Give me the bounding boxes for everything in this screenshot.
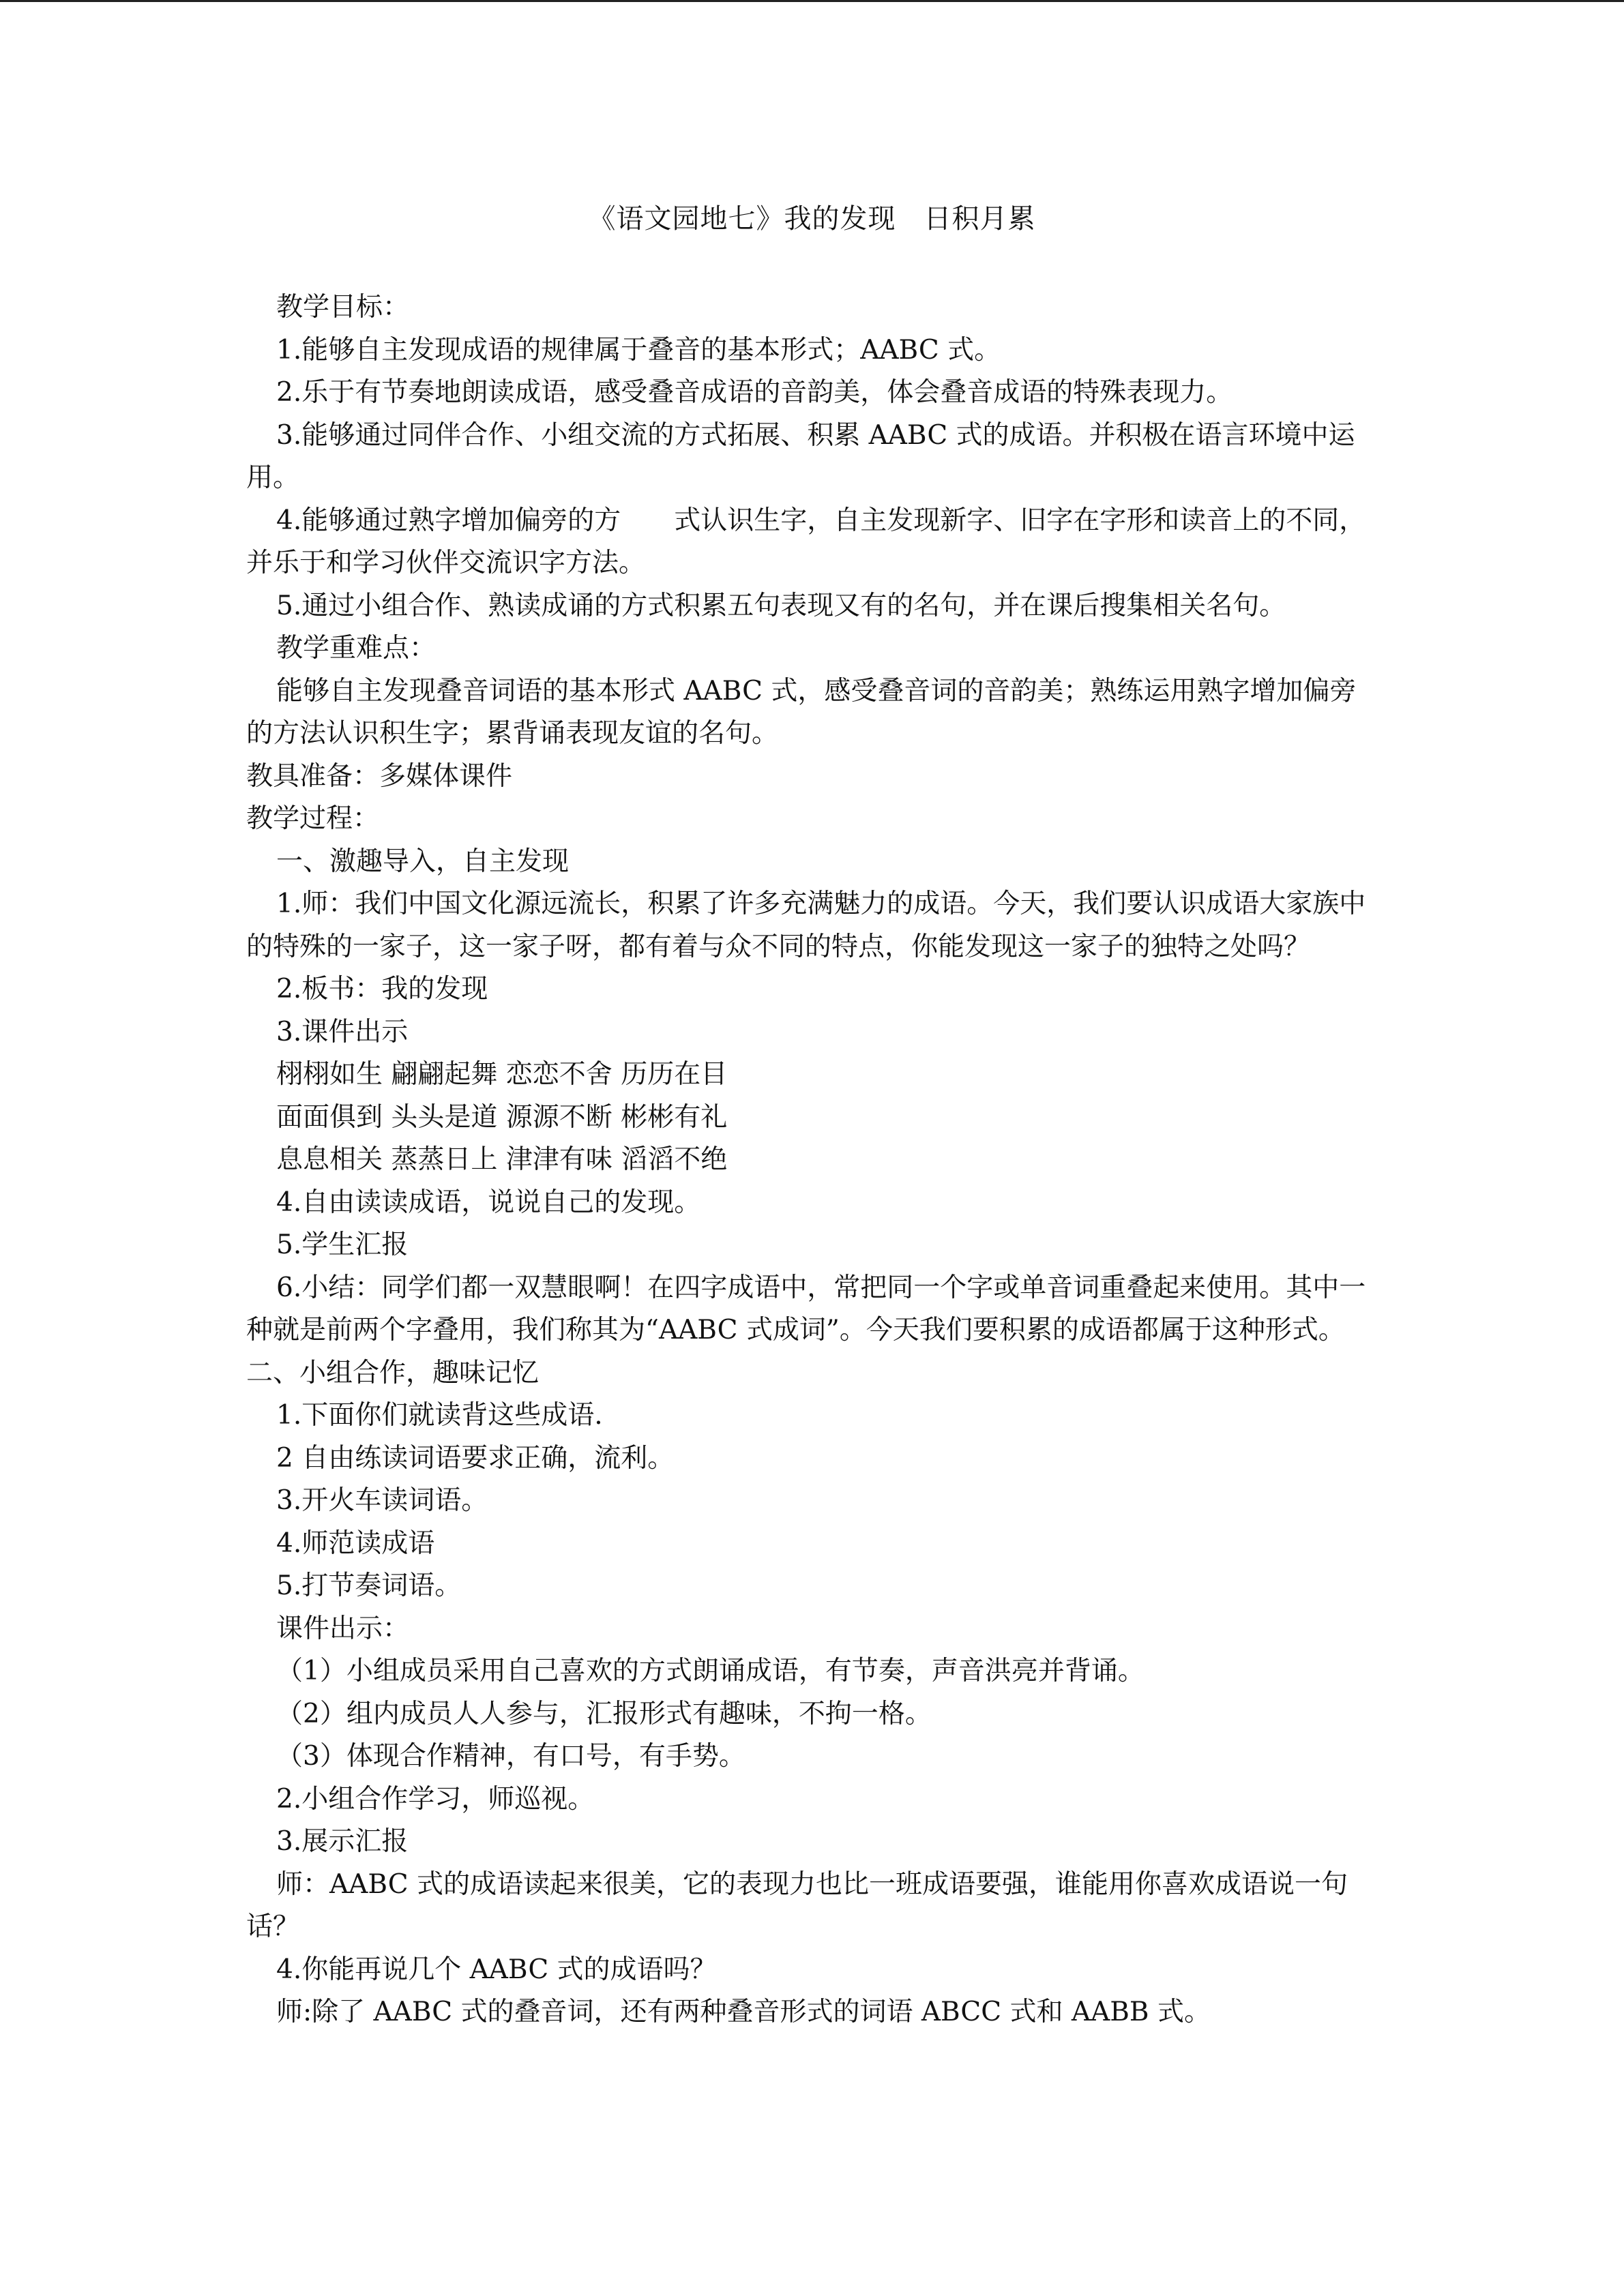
- paragraph: 教学目标：: [276, 292, 410, 323]
- paragraph: 3.课件出示: [276, 1016, 409, 1047]
- paragraph: 2.乐于有节奏地朗读成语，感受叠音成语的音韵美，体会叠音成语的特殊表现力。: [276, 377, 1233, 408]
- paragraph: （1）小组成员采用自己喜欢的方式朗诵成语，有节奏，声音洪亮并背诵。: [276, 1656, 1145, 1686]
- document-title: 《语文园地七》我的发现 日积月累: [588, 203, 1036, 235]
- paragraph: 息息相关 蒸蒸日上 津津有味 滔滔不绝: [276, 1144, 728, 1175]
- document-body: [246, 286, 1378, 2034]
- paragraph: 能够自主发现叠音词语的基本形式 AABC 式，感受叠音词的音韵美；熟练运用熟字增加偏旁的方法认识积生字；累背诵表现友谊的名句。: [246, 675, 1357, 749]
- paragraph: 1.下面你们就读背这些成语.: [276, 1400, 603, 1431]
- paragraph: 4.师范读成语: [276, 1527, 435, 1559]
- paragraph: 3.展示汇报: [276, 1826, 409, 1857]
- paragraph: 5.通过小组合作、熟读成诵的方式积累五句表现又有的名句，并在课后搜集相关名句。: [276, 590, 1286, 621]
- paragraph: 2.板书：我的发现: [276, 974, 488, 1004]
- top-border-line: [0, 0, 1624, 2]
- paragraph: 教学过程：: [246, 803, 380, 834]
- paragraph: 4.你能再说几个 AABC 式的成语吗？: [276, 1954, 717, 1985]
- paragraph: 栩栩如生 翩翩起舞 恋恋不舍 历历在目: [276, 1059, 728, 1090]
- paragraph: 一、激趣导入，自主发现: [276, 846, 570, 877]
- paragraph: 5.学生汇报: [276, 1229, 409, 1260]
- paragraph: 4.能够通过熟字增加偏旁的方 式认识生字，自主发现新字、旧字在字形和读音上的不同，并乐于和学习伙伴交流识字方法。: [246, 505, 1366, 578]
- paragraph: 师：AABC 式的成语读起来很美，它的表现力也比一班成语要强，谁能用你喜欢成语说一句话？: [246, 1868, 1348, 1942]
- paragraph: 6.小结：同学们都一双慧眼啊！在四字成语中，常把同一个字或单音词重叠起来使用。其中一种就是前两个字叠用，我们称其为“AABC 式成词”。今天我们要积累的成语都属于这种形式。二、小组合作，趣味记忆: [246, 1272, 1366, 1388]
- paragraph: 3.能够通过同伴合作、小组交流的方式拓展、积累 AABC 式的成语。并积极在语言环境中运用。: [246, 419, 1355, 493]
- paragraph: 5.打节奏词语。: [276, 1570, 462, 1601]
- paragraph: 教具准备：多媒体课件: [246, 760, 513, 792]
- paragraph: 2 自由练读词语要求正确，流利。: [276, 1442, 675, 1474]
- paragraph: 课件出示：: [276, 1613, 410, 1644]
- paragraph: 2.小组合作学习，师巡视。: [276, 1783, 595, 1815]
- paragraph: 师:除了 AABC 式的叠音词，还有两种叠音形式的词语 ABCC 式和 AABB 式。: [276, 1997, 1211, 2027]
- paragraph: 1.师：我们中国文化源远流长，积累了许多充满魅力的成语。今天，我们要认识成语大家族中的特殊的一家子，这一家子呀，都有着与众不同的特点，你能发现这一家子的独特之处吗？: [246, 889, 1366, 962]
- paragraph: 面面俱到 头头是道 源源不断 彬彬有礼: [276, 1101, 728, 1133]
- paragraph: 3.开火车读词语。: [276, 1485, 488, 1516]
- paragraph: 教学重难点：: [276, 633, 437, 664]
- paragraph: （3）体现合作精神，有口号，有手势。: [276, 1741, 745, 1772]
- paragraph: （2）组内成员人人参与，汇报形式有趣味，不拘一格。: [276, 1698, 932, 1729]
- paragraph: 1.能够自主发现成语的规律属于叠音的基本形式；AABC 式。: [276, 334, 1001, 366]
- paragraph: 4.自由读读成语，说说自己的发现。: [276, 1187, 701, 1218]
